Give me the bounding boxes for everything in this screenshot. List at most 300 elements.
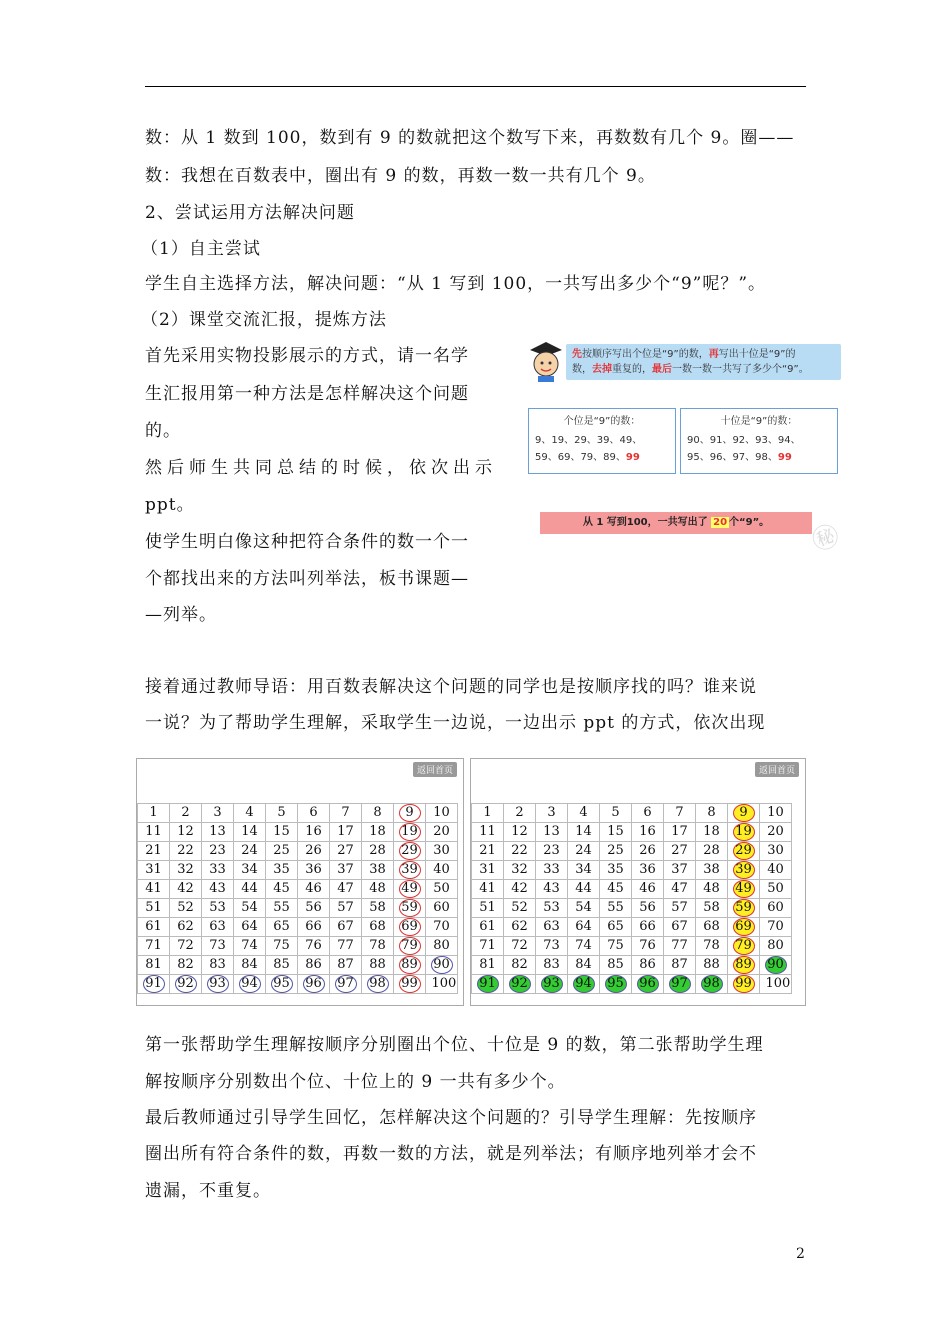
number-cell (138, 880, 170, 899)
number-cell (696, 956, 728, 975)
number-cell (330, 937, 362, 956)
method-hint: 先按顺序写出个位是“9”的数，再写出十位是“9”的 数，去掉重复的，最后一数一数一共写了多少个“9”。 (566, 344, 841, 380)
number-cell (362, 842, 394, 861)
hundred-chart-2 (470, 758, 806, 1006)
number-cell (472, 975, 504, 994)
number-cell (760, 823, 792, 842)
number-value: 4 (579, 805, 588, 820)
number-cell (760, 937, 792, 956)
number-value: 81 (479, 957, 496, 972)
number-value: 92 (509, 975, 531, 993)
number-value: 85 (607, 957, 624, 972)
number-value: 22 (177, 843, 194, 858)
number-value: 65 (607, 919, 624, 934)
number-value: 27 (337, 843, 354, 858)
number-value: 34 (241, 862, 258, 877)
number-cell (536, 861, 568, 880)
number-cell (298, 937, 330, 956)
number-cell (472, 956, 504, 975)
number-value: 55 (607, 900, 624, 915)
number-value: 34 (575, 862, 592, 877)
number-value: 47 (671, 881, 688, 896)
number-cell (696, 880, 728, 899)
number-value: 93 (541, 975, 563, 993)
paragraph-line: 第一张帮助学生理解按顺序分别圈出个位、十位是 9 的数，第二张帮助学生理 (145, 1035, 764, 1055)
number-cell (568, 975, 600, 994)
number-cell (728, 975, 760, 994)
number-value: 82 (177, 957, 194, 972)
number-value: 41 (145, 881, 162, 896)
number-cell (696, 937, 728, 956)
number-cell (568, 899, 600, 918)
paragraph-line: 接着通过教师导语：用百数表解决这个问题的同学也是按顺序找的吗？谁来说 (145, 677, 757, 697)
number-cell (504, 842, 536, 861)
number-value: 86 (305, 957, 322, 972)
number-cell (266, 861, 298, 880)
number-cell (728, 804, 760, 823)
number-cell (760, 975, 792, 994)
number-cell (234, 937, 266, 956)
number-cell (536, 918, 568, 937)
number-cell (568, 918, 600, 937)
tens-digit-box: 十位是“9”的数： 90、91、92、93、94、 95、96、97、98、99 (680, 408, 838, 474)
number-cell (568, 937, 600, 956)
number-value: 16 (639, 824, 656, 839)
number-cell (632, 956, 664, 975)
number-cell (664, 823, 696, 842)
number-value: 70 (433, 919, 450, 934)
number-value: 10 (767, 805, 784, 820)
number-value: 49 (399, 880, 421, 898)
number-value: 77 (671, 938, 688, 953)
number-cell (728, 861, 760, 880)
number-value: 69 (399, 918, 421, 936)
number-value: 40 (767, 862, 784, 877)
number-cell (426, 918, 458, 937)
number-value: 79 (733, 937, 755, 955)
number-cell (568, 842, 600, 861)
number-cell (536, 823, 568, 842)
number-value: 68 (703, 919, 720, 934)
number-cell (632, 918, 664, 937)
number-cell (760, 804, 792, 823)
number-cell (632, 899, 664, 918)
number-cell (330, 823, 362, 842)
number-cell (632, 975, 664, 994)
number-cell (568, 804, 600, 823)
number-cell (536, 956, 568, 975)
number-cell (330, 956, 362, 975)
back-home-button[interactable]: 返回首页 (413, 762, 457, 777)
paragraph-line: 遗漏，不重复。 (145, 1181, 271, 1201)
number-value: 71 (145, 938, 162, 953)
page-number: 2 (796, 1246, 805, 1262)
number-cell (536, 880, 568, 899)
number-cell (298, 861, 330, 880)
number-value: 15 (607, 824, 624, 839)
sub-heading: （2）课堂交流汇报，提炼方法 (141, 310, 387, 330)
number-value: 5 (277, 805, 286, 820)
paragraph-line: 解按顺序分别数出个位、十位上的 9 一共有多少个。 (145, 1072, 566, 1092)
number-cell (362, 880, 394, 899)
number-cell (568, 861, 600, 880)
number-cell (330, 861, 362, 880)
number-cell (394, 823, 426, 842)
number-cell (170, 861, 202, 880)
number-value: 67 (671, 919, 688, 934)
number-value: 49 (733, 880, 755, 898)
number-value: 95 (271, 975, 293, 993)
number-cell (138, 823, 170, 842)
number-cell (504, 880, 536, 899)
number-cell (426, 975, 458, 994)
number-value: 62 (177, 919, 194, 934)
number-value: 69 (733, 918, 755, 936)
number-value: 9 (733, 804, 755, 822)
number-value: 84 (241, 957, 258, 972)
paragraph-line: 数：我想在百数表中，圈出有 9 的数，再数一数一共有几个 9。 (145, 166, 656, 186)
number-value: 6 (309, 805, 318, 820)
number-value: 40 (433, 862, 450, 877)
number-cell (472, 861, 504, 880)
number-cell (504, 899, 536, 918)
number-value: 26 (305, 843, 322, 858)
number-cell (728, 956, 760, 975)
number-cell (138, 861, 170, 880)
number-value: 30 (433, 843, 450, 858)
number-value: 20 (767, 824, 784, 839)
number-cell (362, 899, 394, 918)
sub-heading: （1）自主尝试 (141, 239, 261, 259)
number-cell (696, 804, 728, 823)
number-value: 53 (543, 900, 560, 915)
number-cell (728, 880, 760, 899)
number-cell (568, 956, 600, 975)
number-cell (330, 918, 362, 937)
number-value: 1 (483, 805, 492, 820)
number-cell (266, 804, 298, 823)
number-value: 29 (399, 842, 421, 860)
paragraph-line: 最后教师通过引导学生回忆，怎样解决这个问题的？引导学生理解：先按顺序 (145, 1108, 757, 1128)
number-value: 18 (703, 824, 720, 839)
number-value: 58 (369, 900, 386, 915)
hundred-chart-1 (136, 758, 464, 1006)
number-cell (138, 899, 170, 918)
ones-digit-box: 个位是“9”的数： 9、19、29、39、49、 59、69、79、89、99 (528, 408, 676, 474)
number-cell (394, 956, 426, 975)
number-cell (138, 918, 170, 937)
number-value: 46 (305, 881, 322, 896)
number-cell (330, 804, 362, 823)
number-value: 56 (639, 900, 656, 915)
number-cell (696, 975, 728, 994)
number-cell (330, 975, 362, 994)
number-cell (504, 823, 536, 842)
number-cell (394, 918, 426, 937)
number-cell (170, 842, 202, 861)
number-cell (234, 842, 266, 861)
number-value: 25 (273, 843, 290, 858)
number-cell (600, 861, 632, 880)
number-cell (138, 975, 170, 994)
number-value: 75 (607, 938, 624, 953)
paragraph-line: 学生自主选择方法，解决问题：“从 1 写到 100，一共写出多少个“9”呢？”。 (145, 274, 767, 294)
number-value: 97 (335, 975, 357, 993)
number-value: 99 (733, 975, 755, 993)
number-cell (202, 804, 234, 823)
number-value: 20 (433, 824, 450, 839)
left-col-line: —列举。 (145, 605, 217, 625)
number-cell (760, 918, 792, 937)
number-value: 14 (575, 824, 592, 839)
number-cell (504, 861, 536, 880)
left-col-line: ppt。 (145, 495, 195, 515)
watermark-glyph: ㊙ (808, 520, 844, 558)
number-value: 50 (433, 881, 450, 896)
number-value: 36 (305, 862, 322, 877)
number-value: 41 (479, 881, 496, 896)
number-cell (298, 975, 330, 994)
number-value: 74 (575, 938, 592, 953)
number-cell (632, 842, 664, 861)
number-value: 97 (669, 975, 691, 993)
number-value: 51 (145, 900, 162, 915)
left-col-line: 首先采用实物投影展示的方式，请一名学 (145, 346, 469, 366)
number-value: 88 (703, 957, 720, 972)
number-cell (472, 842, 504, 861)
number-cell (504, 956, 536, 975)
number-cell (394, 842, 426, 861)
number-value: 76 (305, 938, 322, 953)
number-cell (266, 956, 298, 975)
number-value: 86 (639, 957, 656, 972)
number-value: 24 (575, 843, 592, 858)
left-col-line: 然后师生共同总结的时候，依次出示 (145, 458, 497, 478)
number-cell (138, 956, 170, 975)
number-value: 42 (177, 881, 194, 896)
number-value: 70 (767, 919, 784, 934)
number-cell (632, 804, 664, 823)
number-cell (664, 975, 696, 994)
number-value: 23 (209, 843, 226, 858)
number-value: 96 (303, 975, 325, 993)
number-cell (234, 956, 266, 975)
number-value: 2 (515, 805, 524, 820)
number-cell (760, 842, 792, 861)
number-cell (504, 975, 536, 994)
number-cell (536, 842, 568, 861)
number-cell (536, 975, 568, 994)
number-cell (330, 842, 362, 861)
number-value: 48 (703, 881, 720, 896)
number-cell (600, 823, 632, 842)
number-cell (266, 823, 298, 842)
number-value: 72 (511, 938, 528, 953)
number-cell (394, 880, 426, 899)
number-value: 15 (273, 824, 290, 839)
number-value: 19 (733, 823, 755, 841)
number-cell (664, 842, 696, 861)
number-cell (362, 937, 394, 956)
number-value: 57 (671, 900, 688, 915)
number-cell (234, 975, 266, 994)
number-value: 24 (241, 843, 258, 858)
number-value: 92 (175, 975, 197, 993)
number-value: 54 (241, 900, 258, 915)
number-value: 83 (543, 957, 560, 972)
left-col-line: 使学生明白像这种把符合条件的数一个一 (145, 532, 469, 552)
number-cell (426, 804, 458, 823)
number-value: 64 (575, 919, 592, 934)
number-cell (664, 861, 696, 880)
number-value: 31 (145, 862, 162, 877)
number-cell (696, 899, 728, 918)
number-cell (504, 918, 536, 937)
number-value: 79 (399, 937, 421, 955)
number-value: 61 (145, 919, 162, 934)
number-value: 33 (209, 862, 226, 877)
left-col-line: 个都找出来的方法叫列举法，板书课题— (145, 569, 469, 589)
number-value: 7 (675, 805, 684, 820)
number-cell (266, 918, 298, 937)
number-value: 12 (177, 824, 194, 839)
number-cell (426, 823, 458, 842)
number-cell (536, 804, 568, 823)
number-value: 100 (765, 976, 791, 991)
number-value: 87 (671, 957, 688, 972)
number-cell (170, 804, 202, 823)
number-value: 60 (767, 900, 784, 915)
number-value: 84 (575, 957, 592, 972)
number-value: 21 (479, 843, 496, 858)
number-value: 17 (337, 824, 354, 839)
number-cell (600, 937, 632, 956)
number-cell (664, 937, 696, 956)
number-cell (426, 842, 458, 861)
number-cell (266, 842, 298, 861)
number-value: 95 (605, 975, 627, 993)
number-cell (632, 861, 664, 880)
back-home-button[interactable]: 返回首页 (755, 762, 799, 777)
number-cell (760, 956, 792, 975)
number-cell (202, 975, 234, 994)
number-cell (170, 918, 202, 937)
number-cell (504, 804, 536, 823)
number-value: 3 (213, 805, 222, 820)
number-value: 25 (607, 843, 624, 858)
number-value: 27 (671, 843, 688, 858)
number-value: 78 (369, 938, 386, 953)
number-value: 71 (479, 938, 496, 953)
number-value: 46 (639, 881, 656, 896)
number-value: 91 (477, 975, 499, 993)
number-value: 78 (703, 938, 720, 953)
number-value: 63 (209, 919, 226, 934)
number-value: 33 (543, 862, 560, 877)
number-cell (234, 861, 266, 880)
number-cell (632, 823, 664, 842)
paragraph-line: 圈出所有符合条件的数，再数一数的方法，就是列举法；有顺序地列举才会不 (145, 1144, 757, 1164)
number-value: 58 (703, 900, 720, 915)
number-value: 37 (337, 862, 354, 877)
number-cell (472, 918, 504, 937)
number-cell (266, 899, 298, 918)
number-cell (234, 823, 266, 842)
student-cartoon-icon (526, 338, 566, 382)
number-value: 50 (767, 881, 784, 896)
number-cell (472, 804, 504, 823)
number-cell (536, 937, 568, 956)
number-value: 85 (273, 957, 290, 972)
number-value: 94 (239, 975, 261, 993)
number-value: 68 (369, 919, 386, 934)
number-value: 55 (273, 900, 290, 915)
number-cell (170, 899, 202, 918)
number-cell (664, 918, 696, 937)
number-value: 81 (145, 957, 162, 972)
number-value: 89 (733, 956, 755, 974)
number-value: 52 (511, 900, 528, 915)
number-value: 51 (479, 900, 496, 915)
number-cell (696, 861, 728, 880)
number-value: 53 (209, 900, 226, 915)
number-cell (298, 880, 330, 899)
number-value: 9 (399, 804, 421, 822)
number-value: 11 (145, 824, 162, 839)
number-cell (600, 975, 632, 994)
number-value: 6 (643, 805, 652, 820)
number-cell (138, 804, 170, 823)
number-cell (234, 804, 266, 823)
number-cell (394, 975, 426, 994)
number-cell (600, 880, 632, 899)
header-rule (145, 86, 806, 87)
number-value: 11 (479, 824, 496, 839)
number-value: 100 (431, 976, 457, 991)
number-cell (472, 880, 504, 899)
number-cell (632, 937, 664, 956)
number-value: 43 (543, 881, 560, 896)
number-cell (696, 918, 728, 937)
number-cell (600, 918, 632, 937)
number-cell (266, 880, 298, 899)
number-cell (170, 956, 202, 975)
number-cell (298, 842, 330, 861)
number-value: 14 (241, 824, 258, 839)
number-value: 5 (611, 805, 620, 820)
number-cell (426, 956, 458, 975)
number-cell (298, 899, 330, 918)
number-value: 91 (143, 975, 165, 993)
number-cell (362, 956, 394, 975)
number-cell (728, 937, 760, 956)
number-value: 3 (547, 805, 556, 820)
number-value: 17 (671, 824, 688, 839)
number-cell (202, 823, 234, 842)
number-value: 67 (337, 919, 354, 934)
number-cell (298, 823, 330, 842)
hundred-table (137, 803, 458, 994)
number-value: 18 (369, 824, 386, 839)
number-value: 99 (399, 975, 421, 993)
result-banner: 从 1 写到100，一共写出了 20 个“9”。 (540, 512, 812, 534)
number-cell (234, 880, 266, 899)
number-value: 12 (511, 824, 528, 839)
number-cell (664, 956, 696, 975)
number-value: 96 (637, 975, 659, 993)
number-cell (600, 804, 632, 823)
number-value: 36 (639, 862, 656, 877)
